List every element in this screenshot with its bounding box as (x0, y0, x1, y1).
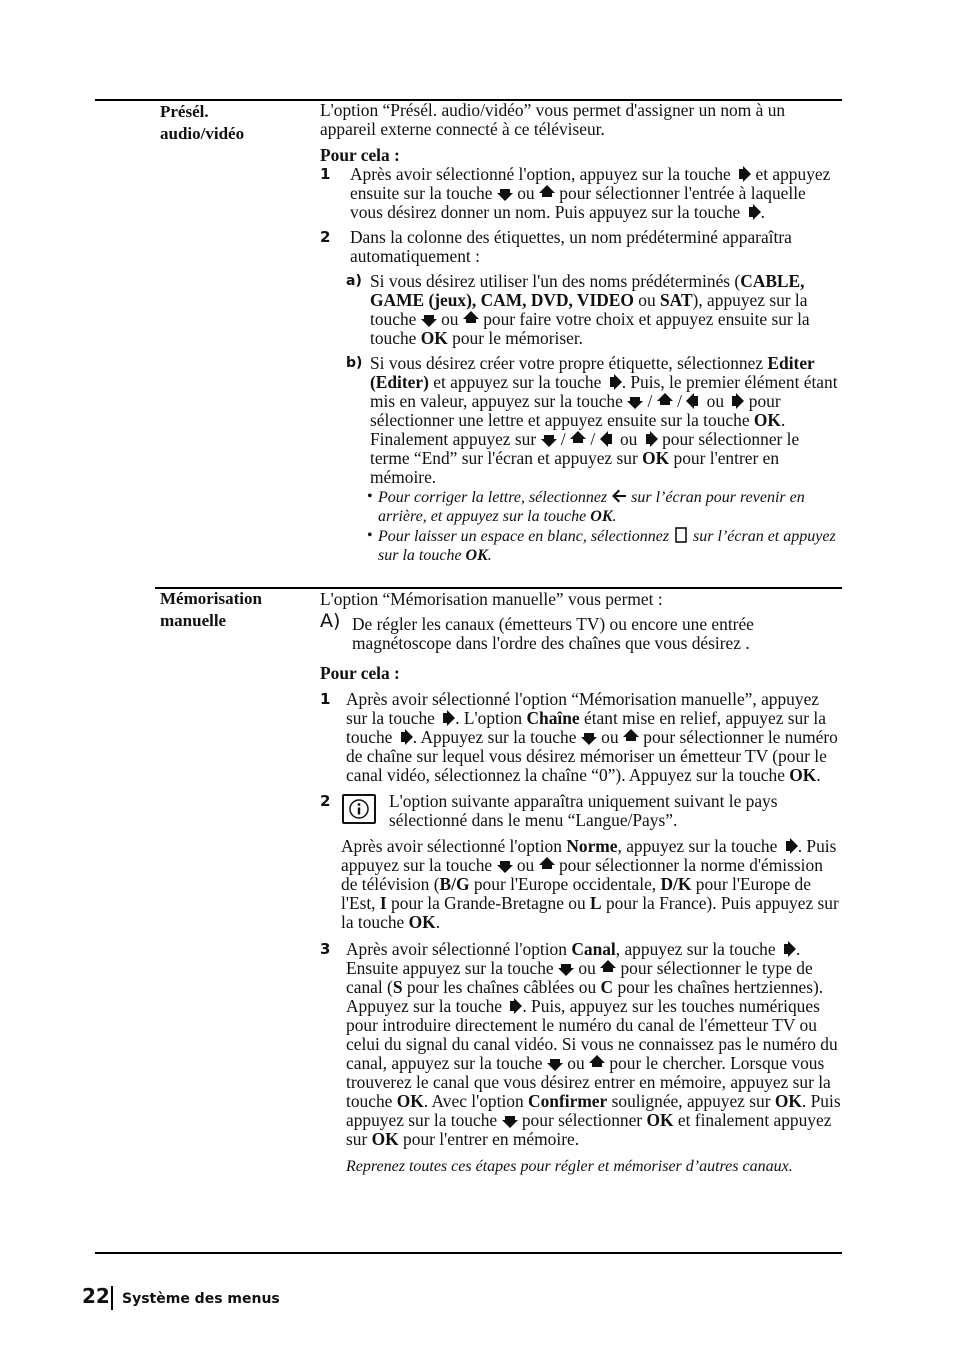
bullet-correct (320, 488, 842, 526)
sat-bold: SAT (660, 290, 693, 310)
step-text: pour le mémoriser. (452, 328, 584, 348)
blank-space-icon (673, 527, 689, 543)
step-text: . Puis, appuyez sur les touches numériques pour introduire directement le numéro du canal de l'émetteur TV ou celui du signal du canal vidéo. Si vous ne connaissez pas le numéro du canal, appuyez sur la touche (346, 996, 838, 1073)
label-line: Présél. (160, 102, 209, 121)
step-number: 1 (320, 165, 331, 183)
step-text: pour le chercher. Lorsque vous trouverez le canal que vous désirez entrer en mémoire, appuyez sur la touche (346, 1053, 831, 1111)
slash: / (677, 391, 682, 411)
label-line: manuelle (160, 611, 227, 630)
ok-key: OK (420, 328, 448, 348)
bullet-text: . (612, 507, 617, 525)
step-text: . (435, 912, 441, 932)
ok-key: OK (642, 448, 670, 468)
bullet-dot: • (367, 488, 373, 505)
footer-title: Système des menus (122, 1291, 280, 1307)
ok-key: OK (396, 1091, 424, 1111)
bg-bold: B/G (439, 874, 470, 894)
i-bold: I (379, 893, 387, 913)
step-text: pour les chaînes hertziennes). Appuyez sur la touche (346, 977, 824, 1016)
step-text: ou (516, 855, 535, 875)
arrow-up-icon (623, 729, 639, 745)
substep-a (320, 272, 842, 348)
slash: / (647, 391, 653, 411)
arrow-right-icon (439, 710, 455, 726)
step-number: 2 (320, 792, 331, 810)
section-label-memorisation (160, 588, 310, 632)
step-text: . Avec l'option (423, 1091, 524, 1111)
arrow-left-icon (600, 431, 616, 447)
arrow-down-icon (558, 960, 574, 976)
bullet-text: . (487, 546, 492, 564)
info-text: L'option suivante apparaîtra uniquement suivant le pays sélectionné dans le menu “Langue/Pays”. (389, 791, 778, 830)
step-text: pour sélectionner la norme d'émission de télévision ( (341, 855, 823, 894)
ok-key: OK (465, 546, 488, 564)
closing-note: Reprenez toutes ces étapes pour régler et mémoriser d’autres canaux. (346, 1158, 793, 1175)
step-text: Après avoir sélectionné l'option (341, 836, 562, 856)
arrow-down-icon (497, 857, 513, 873)
step-2-text (320, 837, 842, 932)
step-number: 2 (320, 228, 331, 246)
step-1 (320, 690, 842, 785)
arrow-down-icon (581, 729, 597, 745)
arrow-up-icon (539, 185, 555, 201)
dk-bold: D/K (660, 874, 692, 894)
footer-divider (111, 1286, 113, 1310)
arrow-down-icon (502, 1112, 518, 1128)
step-text: ou (517, 183, 535, 203)
step-text: ou (578, 958, 596, 978)
canal-bold: Canal (571, 939, 616, 959)
arrow-down-icon (547, 1055, 563, 1071)
step-text: soulignée, appuyez sur (611, 1091, 771, 1111)
bullet-blank (320, 527, 842, 565)
step-text: pour l'Europe de l'Est, (341, 874, 811, 913)
arrow-up-icon (570, 431, 586, 447)
ok-key: OK (371, 1129, 399, 1149)
step-text: . Finalement appuyez sur (370, 410, 786, 449)
step-text: et appuyez sur la touche (433, 372, 602, 392)
step-text: ou (441, 309, 459, 329)
arrow-right-icon (728, 393, 744, 409)
bullet-text: Pour corriger la lettre, sélectionnez (378, 489, 608, 506)
step-text: , appuyez sur la touche (617, 836, 778, 856)
back-arrow-icon (611, 488, 627, 504)
arrow-down-icon (627, 393, 643, 409)
editer-bold: Editer (Editer) (370, 353, 815, 392)
label-line: Mémorisation (160, 589, 262, 608)
step-text: ou (601, 727, 619, 747)
step-number: 1 (320, 690, 331, 708)
step-2-info (320, 792, 842, 830)
step-text: . L'option (455, 708, 523, 728)
bullet-text: sur l’écran et appuyez sur la touche (378, 528, 836, 564)
section-presel-body (320, 101, 842, 565)
step-text: pour sélectionner le type de canal ( (346, 958, 813, 997)
step-text: pour les chaînes câblées ou (406, 977, 597, 997)
s-bold: S (392, 977, 403, 997)
substep-letter: a) (346, 273, 362, 289)
step-text: . (760, 202, 765, 222)
step-text: pour la Grande-Bretagne ou (391, 893, 586, 913)
arrow-right-icon (606, 374, 622, 390)
arrow-down-icon (497, 185, 513, 201)
step-text: Après avoir sélectionné l'option “Mémorisation manuelle”, appuyez sur la touche (346, 689, 820, 728)
step-text: ou (619, 429, 638, 449)
arrow-right-icon (745, 204, 761, 220)
step-text: ou (706, 391, 725, 411)
step-text: . Puis appuyez sur la touche (341, 836, 837, 875)
substep-b (320, 354, 842, 487)
ok-key: OK (789, 765, 817, 785)
arrow-right-icon (642, 431, 658, 447)
arrow-up-icon (600, 960, 616, 976)
arrow-right-icon (397, 729, 413, 745)
step-text: pour l'Europe occidentale, (473, 874, 657, 894)
step-text: Après avoir sélectionné l'option, appuyez sur la touche (350, 164, 731, 184)
arrow-up-icon (589, 1055, 605, 1071)
ok-key: OK (753, 410, 781, 430)
norme-bold: Norme (566, 836, 618, 856)
confirmer-bold: Confirmer (528, 1091, 608, 1111)
section-label-presel (160, 101, 310, 145)
step-text: . Puis appuyez sur la touche (346, 1091, 841, 1130)
arrow-right-icon (780, 941, 796, 957)
step-text: ou (633, 290, 660, 310)
step-text: Dans la colonne des étiquettes, un nom prédéterminé apparaîtra automatiquement : (350, 227, 792, 266)
step-text: pour la France). Puis appuyez sur la touche (341, 893, 839, 932)
arrow-up-icon (657, 393, 673, 409)
bottom-rule (95, 1252, 842, 1254)
step-text: . Ensuite appuyez sur la touche (346, 939, 801, 978)
l-bold: L (590, 893, 602, 913)
step-1 (320, 165, 842, 222)
step-text: pour sélectionner le numéro de chaîne sur lequel vous désirez mémoriser un émetteur TV (pour le canal vidéo, sélectionnez la chaîne “0”). Appuyez sur la touche (346, 727, 838, 785)
step-text: et appuyez ensuite sur la touche (350, 164, 831, 203)
step-text: ou (567, 1053, 585, 1073)
arrow-right-icon (506, 998, 522, 1014)
label-line: audio/vidéo (160, 124, 245, 143)
arrow-up-icon (463, 311, 479, 327)
arrow-right-icon (735, 166, 751, 182)
step-text: pour faire votre choix et appuyez ensuite sur la touche (370, 309, 810, 348)
chaine-bold: Chaîne (526, 708, 580, 728)
step-text: . (816, 765, 821, 785)
step-text: étant mise en relief, appuyez sur la touche (346, 708, 826, 747)
step-text: . Appuyez sur la touche (412, 727, 577, 747)
bullet-text: Pour laisser un espace en blanc, sélectionnez (378, 528, 670, 545)
option-letter: A) (320, 610, 341, 632)
pour-cela-heading: Pour cela : (320, 145, 400, 165)
arrow-up-icon (539, 857, 555, 873)
ok-key: OK (590, 507, 613, 525)
info-icon (342, 794, 376, 824)
intro-text: L'option “Présél. audio/vidéo” vous permet d'assigner un nom à un appareil externe connecté à ce téléviseur. (320, 100, 786, 139)
step-text: , appuyez sur la touche (615, 939, 776, 959)
arrow-right-icon (782, 838, 798, 854)
slash: / (560, 429, 566, 449)
step-text: Si vous désirez créer votre propre étiquette, sélectionnez (370, 353, 764, 373)
substep-letter: b) (346, 355, 363, 371)
page-number: 22 (82, 1284, 110, 1308)
bullet-text: sur l’écran pour revenir en arrière, et appuyez sur la touche (378, 489, 805, 525)
step-text: Après avoir sélectionné l'option (346, 939, 567, 959)
pour-cela-heading: Pour cela : (320, 663, 400, 683)
step-text: pour l'entrer en mémoire. (370, 448, 780, 487)
section-memorisation-body (320, 590, 842, 1176)
arrow-left-icon (686, 393, 702, 409)
step-text: . Puis, le premier élément étant mis en valeur, appuyez sur la touche (370, 372, 838, 411)
slash: / (590, 429, 596, 449)
step-text: pour sélectionner le terme “End” sur l'écran et appuyez sur (370, 429, 800, 468)
ok-key: OK (646, 1110, 674, 1130)
names-bold: CABLE, GAME (jeux), CAM, DVD, VIDEO (370, 271, 805, 310)
step-text: pour sélectionner (521, 1110, 643, 1130)
step-text: ), appuyez sur la touche (370, 290, 808, 329)
option-text: De régler les canaux (émetteurs TV) ou encore une entrée magnétoscope dans l'ordre des chaînes que vous désirez . (352, 614, 754, 653)
step-text: pour sélectionner l'entrée à laquelle vous désirez donner un nom. Puis appuyez sur la touche (350, 183, 806, 222)
bullet-dot: • (367, 527, 373, 544)
option-A (320, 610, 842, 653)
arrow-down-icon (541, 431, 557, 447)
step-text: pour l'entrer en mémoire. (403, 1129, 580, 1149)
intro-text: L'option “Mémorisation manuelle” vous permet : (320, 589, 663, 609)
ok-key: OK (774, 1091, 802, 1111)
step-3 (320, 940, 842, 1149)
step-text: et finalement appuyez sur (346, 1110, 832, 1149)
step-text: pour sélectionner une lettre et appuyez ensuite sur la touche (370, 391, 781, 430)
step-number: 3 (320, 940, 331, 958)
step-2 (320, 228, 842, 266)
step-text: Si vous désirez utiliser l'un des noms prédéterminés ( (370, 271, 741, 291)
ok-key: OK (408, 912, 436, 932)
c-bold: C (600, 977, 614, 997)
arrow-down-icon (421, 311, 437, 327)
